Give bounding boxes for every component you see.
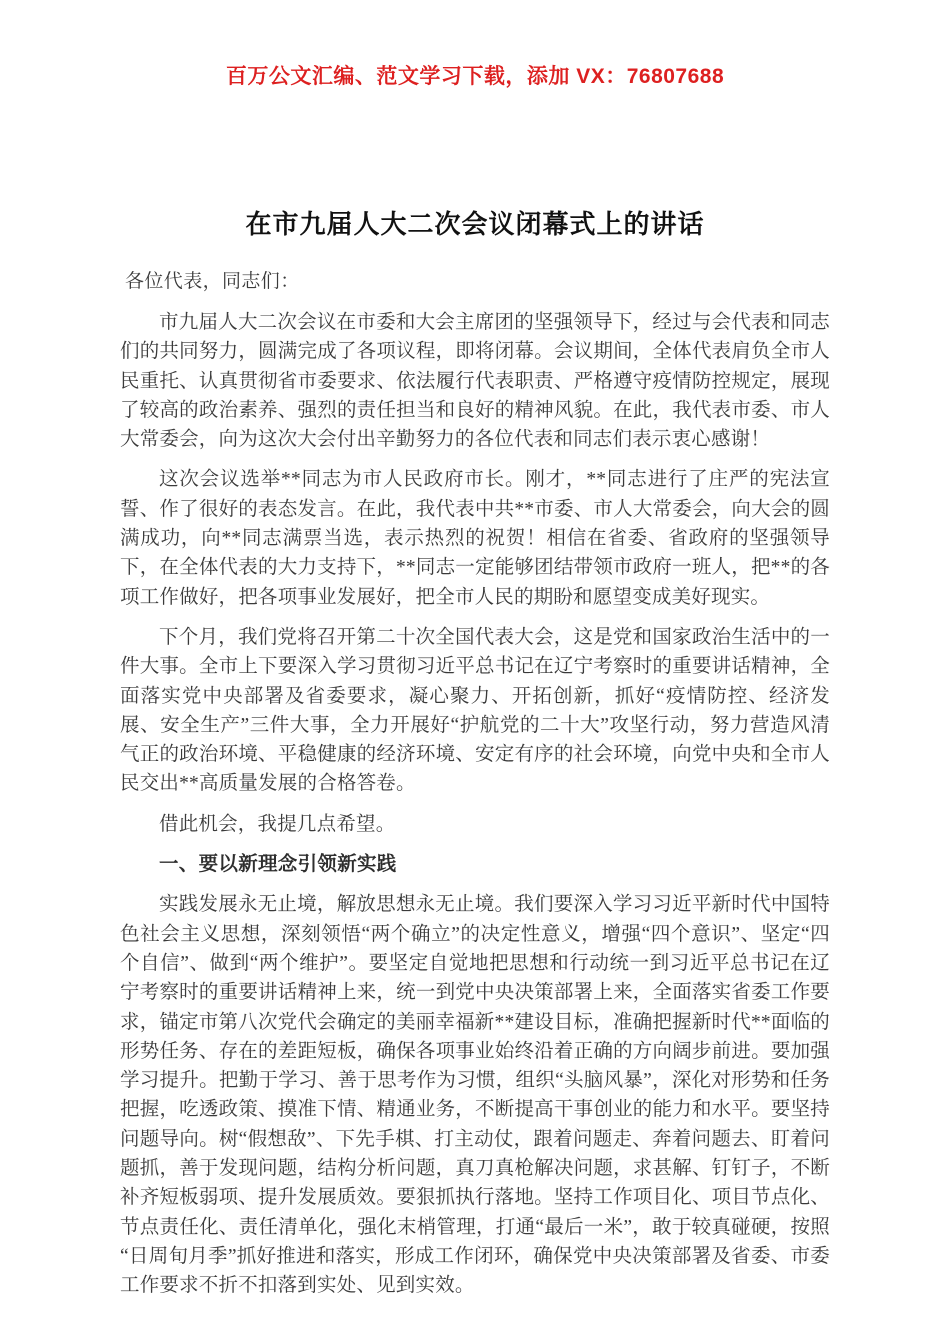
body-paragraph-4: 借此机会，我提几点希望。 <box>159 813 396 835</box>
salutation: 各位代表，同志们： <box>125 271 300 292</box>
body-paragraph-3: 下个月，我们党将召开第二十次全国代表大会，这是党和国家政治生活中的一件大事。全市上下要深入学习贯彻习近平总书记在辽宁考察时的重要讲话精神，全面落实党中央部署及省委要求，凝心聚力、开拓创新，抓好“疫情防控、经济发展、安全生产”三件大事，全力开展好“护航党的二十大”攻坚行动，努力营造风清气正的政治环境、平稳健康的经济环境、安定有序的社会环境，向党中央和全市人民交出**高质量发展的合格答卷。 <box>120 626 830 795</box>
body-paragraph-2: 这次会议选举**同志为市人民政府市长。刚才，**同志进行了庄严的宪法宣誓、作了很好的表态发言。在此，我代表中共**市委、市人大常委会，向大会的圆满成功，向**同志满票当选，表示热烈的祝贺！相信在省委、省政府的坚强领导下，在全体代表的大力支持下，**同志一定能够团结带领市政府一班人，把**的各项工作做好，把各项事业发展好，把全市人民的期盼和愿望变成美好现实。 <box>120 469 830 608</box>
promo-header-text: 百万公文汇编、范文学习下载，添加 VX：76807688 <box>225 65 725 88</box>
body-paragraph-1: 市九届人大二次会议在市委和大会主席团的坚强领导下，经过与会代表和同志们的共同努力，圆满完成了各项议程，即将闭幕。会议期间，全体代表肩负全市人民重托、认真贯彻省市委要求、依法履行代表职责、严格遵守疫情防控规定，展现了较高的政治素养、强烈的责任担当和良好的精神风貌。在此，我代表市委、市人大常委会，向为这次大会付出辛勤努力的各位代表和同志们表示衷心感谢！ <box>120 312 830 451</box>
page-title: 在市九届人大二次会议闭幕式上的讲话 <box>245 210 705 239</box>
section-paragraph-1: 实践发展永无止境，解放思想永无止境。我们要深入学习习近平新时代中国特色社会主义思想，深刻领悟“两个确立”的决定性意义，增强“四个意识”、坚定“四个自信”、做到“两个维护”。要坚定自觉地把思想和行动统一到习近平总书记在辽宁考察时的重要讲话精神上来，统一到党中央决策部署上来，全面落实省委工作要求，锚定市第八次党代会确定的美丽幸福新**建设目标，准确把握新时代**面临的形势任务、存在的差距短板，确保各项事业始终沿着正确的方向阔步前进。要加强学习提升。把勤于学习、善于思考作为习惯，组织“头脑风暴”，深化对形势和任务把握，吃透政策、摸准下情、精通业务，不断提高干事创业的能力和水平。要坚持问题导向。树“假想敌”、下先手棋、打主动仗，跟着问题走、奔着问题去、盯着问题抓，善于发现问题，结构分析问题，真刀真枪解决问题，求甚解、钉钉子，不断补齐短板弱项、提升发展质效。要狠抓执行落地。坚持工作项目化、项目节点化、节点责任化、责任清单化，强化末梢管理，打通“最后一米”，敢于较真碰硬，按照“日周旬月季”抓好推进和落实，形成工作闭环，确保党中央决策部署及省委、市委工作要求不折不扣落到实处、见到实效。 <box>120 894 830 1297</box>
section-heading-1: 一、要以新理念引领新实践 <box>159 854 397 876</box>
document-body <box>120 205 830 1301</box>
